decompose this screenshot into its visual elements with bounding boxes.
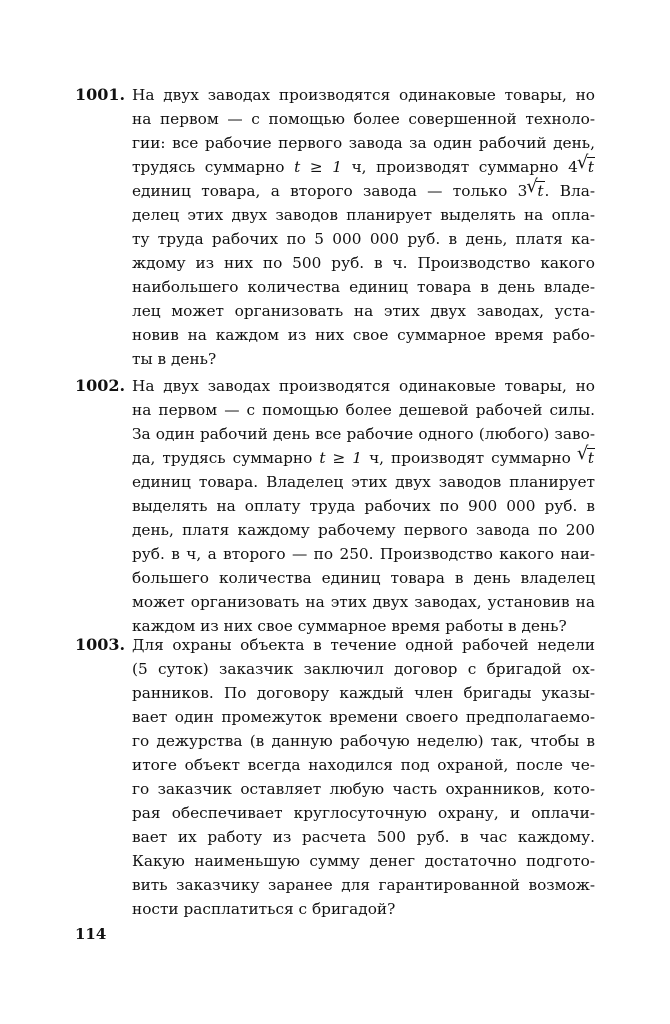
text-line: ности расплатиться с бригадой?	[132, 900, 396, 918]
sqrt-radicand: t	[537, 182, 544, 200]
text-line: ты в день?	[132, 350, 217, 368]
text-line: большего количества единиц товара в день владелец	[132, 569, 595, 587]
text-line: ту труда рабочих по 5 000 000 руб. в день, платя ка-	[132, 230, 595, 248]
page-number: 114	[75, 925, 107, 943]
problem-text	[132, 374, 595, 638]
sqrt-radicand: t	[587, 449, 594, 467]
text-line: день, платя каждому рабочему первого завода по 200	[132, 521, 595, 539]
text-fragment: . Вла-	[544, 182, 595, 200]
text-line-with-math	[132, 179, 595, 203]
problem-text	[132, 633, 595, 921]
text-line: На двух заводах производятся одинаковые товары, но	[132, 86, 595, 104]
sqrt-expression	[578, 446, 595, 470]
sqrt-radicand: t	[587, 158, 594, 176]
text-line: ждому из них по 500 руб. в ч. Производство какого	[132, 254, 595, 272]
text-line: итоге объект всегда находился под охраной, после че-	[132, 756, 595, 774]
text-fragment: ч, производят суммарно	[369, 449, 571, 467]
math-coefficient: 4	[568, 158, 578, 176]
math-coefficient: 3	[517, 182, 528, 200]
text-line: на первом — с помощью более дешевой рабочей силы.	[132, 401, 595, 419]
sqrt-expression	[527, 179, 544, 203]
math-inequality: t ≥ 1	[319, 449, 363, 467]
problem-number: 1002.	[75, 376, 126, 395]
text-line: Для охраны объекта в течение одной рабочей недели	[132, 636, 595, 654]
text-line: За один рабочий день все рабочие одного (любого) заво-	[132, 425, 595, 443]
text-line-with-math	[132, 446, 595, 470]
text-fragment: ч, производят суммарно	[351, 158, 559, 176]
text-line: может организовать на этих двух заводах, установив на	[132, 593, 595, 611]
text-line: лец может организовать на этих двух заводах, уста-	[132, 302, 595, 320]
text-line: наибольшего количества единиц товара в день владе-	[132, 278, 595, 296]
text-line: го дежурства (в данную рабочую неделю) так, чтобы в	[132, 732, 595, 750]
text-fragment: трудясь суммарно	[132, 158, 285, 176]
problem-number: 1003.	[75, 635, 126, 654]
text-line: единиц товара. Владелец этих двух заводов планирует	[132, 473, 595, 491]
math-inequality: t ≥ 1	[294, 158, 342, 176]
text-line: вить заказчику заранее для гарантированной возмож-	[132, 876, 595, 894]
text-line: ранников. По договору каждый член бригады указы-	[132, 684, 595, 702]
sqrt-expression	[578, 155, 595, 179]
text-line: руб. в ч, а второго — по 250. Производство какого наи-	[132, 545, 595, 563]
problem-text	[132, 83, 595, 371]
text-line: вает один промежуток времени своего предполагаемо-	[132, 708, 595, 726]
text-line: На двух заводах производятся одинаковые товары, но	[132, 377, 595, 395]
text-line: (5 суток) заказчик заключил договор с бригадой ох-	[132, 660, 595, 678]
text-fragment: да, трудясь суммарно	[132, 449, 313, 467]
text-line: гии: все рабочие первого завода за один рабочий день,	[132, 134, 595, 152]
text-line: выделять на оплату труда рабочих по 900 000 руб. в	[132, 497, 595, 515]
text-line: Какую наименьшую сумму денег достаточно подгото-	[132, 852, 595, 870]
text-line: го заказчик оставляет любую часть охранников, кото-	[132, 780, 595, 798]
text-line: на первом — с помощью более совершенной техноло-	[132, 110, 595, 128]
text-line: рая обеспечивает круглосуточную охрану, и оплачи-	[132, 804, 595, 822]
text-fragment: единиц товара, а второго завода — только	[132, 182, 508, 200]
text-line: новив на каждом из них свое суммарное время рабо-	[132, 326, 595, 344]
text-line: вает их работу из расчета 500 руб. в час каждому.	[132, 828, 595, 846]
text-line: делец этих двух заводов планирует выделять на опла-	[132, 206, 595, 224]
text-line: каждом из них свое суммарное время работы в день?	[132, 617, 567, 635]
problem-number: 1001.	[75, 85, 126, 104]
